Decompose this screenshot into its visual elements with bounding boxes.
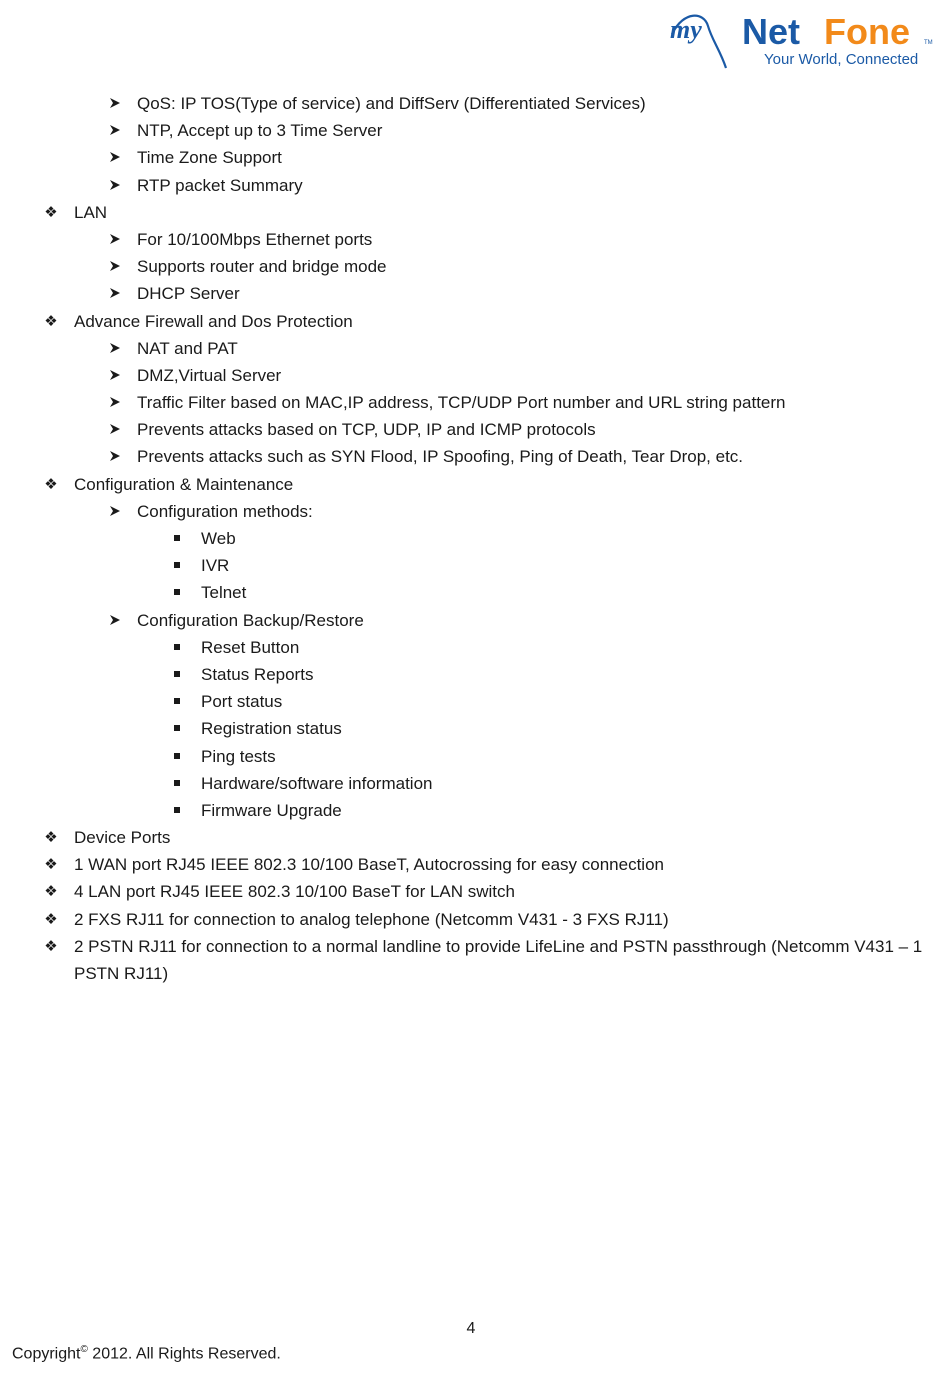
list-item-text: Advance Firewall and Dos Protection bbox=[74, 311, 353, 331]
diamond-bullet-icon: ❖ bbox=[44, 203, 58, 221]
logo-my: my bbox=[670, 15, 702, 44]
list-item bbox=[0, 824, 950, 851]
logo-tagline: Your World, Connected bbox=[764, 51, 919, 68]
sub-list-item bbox=[0, 607, 950, 634]
list-item bbox=[0, 906, 950, 933]
copyright-suffix: 2012. All Rights Reserved. bbox=[87, 1345, 281, 1363]
list-item-text: 4 LAN port RJ45 IEEE 802.3 10/100 BaseT for LAN switch bbox=[74, 882, 515, 902]
list-item-text: Telnet bbox=[201, 583, 247, 603]
sub-list-item bbox=[0, 253, 950, 280]
sub-list-item bbox=[0, 144, 950, 171]
logo-tm: TM bbox=[924, 40, 933, 46]
list-item-text: 1 WAN port RJ45 IEEE 802.3 10/100 BaseT, Autocrossing for easy connection bbox=[74, 855, 664, 875]
list-item-text: Registration status bbox=[201, 719, 342, 739]
sub-list-item bbox=[0, 498, 950, 525]
sub-list-item bbox=[0, 226, 950, 253]
list-item-text: NTP, Accept up to 3 Time Server bbox=[137, 121, 383, 141]
list-item-text: Status Reports bbox=[201, 664, 314, 684]
arrow-bullet-icon bbox=[104, 226, 126, 253]
square-bullet-icon bbox=[166, 661, 188, 688]
sub-sub-list-item bbox=[0, 688, 950, 715]
arrow-bullet-icon bbox=[104, 443, 126, 470]
list-item bbox=[0, 878, 950, 905]
sub-sub-list-item bbox=[0, 579, 950, 606]
list-item-text: 2 FXS RJ11 for connection to analog telephone (Netcomm V431 - 3 FXS RJ11) bbox=[74, 909, 669, 929]
sub-list-item bbox=[0, 172, 950, 199]
arrow-bullet-icon bbox=[104, 117, 126, 144]
logo-fone: Fone bbox=[824, 11, 910, 52]
list-item bbox=[0, 471, 950, 498]
list-item-text: Prevents attacks such as SYN Flood, IP Spoofing, Ping of Death, Tear Drop, etc. bbox=[137, 447, 744, 467]
list-item-text: Device Ports bbox=[74, 828, 171, 848]
arrow-bullet-icon bbox=[104, 144, 126, 171]
list-item-text: Configuration methods: bbox=[137, 501, 313, 521]
diamond-bullet-icon: ❖ bbox=[44, 910, 58, 928]
mynetfone-logo bbox=[664, 4, 940, 74]
list-item-text: DHCP Server bbox=[137, 284, 240, 304]
sub-sub-list-item bbox=[0, 797, 950, 824]
page-number: 4 bbox=[466, 1320, 476, 1337]
square-bullet-icon bbox=[166, 743, 188, 770]
arrow-bullet-icon bbox=[104, 172, 126, 199]
copyright-symbol: © bbox=[80, 1344, 88, 1355]
list-item-text: DMZ,Virtual Server bbox=[137, 365, 282, 385]
sub-sub-list-item bbox=[0, 634, 950, 661]
arrow-bullet-icon bbox=[104, 90, 126, 117]
list-item-text: 2 PSTN RJ11 for connection to a normal landline to provide LifeLine and PSTN passthrough (Netcomm V431 – 1 PSTN RJ11) bbox=[74, 936, 923, 984]
list-item-text: Web bbox=[201, 529, 236, 548]
sub-sub-list-item bbox=[0, 525, 950, 552]
list-item-text: QoS: IP TOS(Type of service) and DiffServ (Differentiated Services) bbox=[137, 94, 646, 113]
sub-list-item bbox=[0, 416, 950, 443]
list-item-text: Time Zone Support bbox=[137, 148, 282, 168]
list-item bbox=[0, 851, 950, 878]
list-item bbox=[0, 199, 950, 226]
diamond-bullet-icon: ❖ bbox=[44, 883, 58, 901]
arrow-bullet-icon bbox=[104, 335, 126, 362]
sub-sub-list-item bbox=[0, 770, 950, 797]
arrow-bullet-icon bbox=[104, 607, 126, 634]
sub-sub-list-item bbox=[0, 552, 950, 579]
diamond-bullet-icon: ❖ bbox=[44, 856, 58, 874]
list-item-text: Supports router and bridge mode bbox=[137, 257, 387, 277]
square-bullet-icon bbox=[166, 770, 188, 797]
square-bullet-icon bbox=[166, 525, 188, 552]
diamond-bullet-icon: ❖ bbox=[44, 312, 58, 330]
logo-net: Net bbox=[742, 11, 801, 52]
arrow-bullet-icon bbox=[104, 253, 126, 280]
arrow-bullet-icon bbox=[104, 498, 126, 525]
list-item-text: NAT and PAT bbox=[137, 338, 238, 358]
list-item-text: Ping tests bbox=[201, 746, 276, 766]
list-item-text: IVR bbox=[201, 556, 230, 576]
sub-sub-list-item bbox=[0, 743, 950, 770]
sub-sub-list-item bbox=[0, 661, 950, 688]
list-item bbox=[0, 933, 950, 987]
list-item-text: Reset Button bbox=[201, 637, 300, 657]
list-item-text: Traffic Filter based on MAC,IP address, TCP/UDP Port number and URL string pattern bbox=[137, 393, 786, 413]
list-item-text: Firmware Upgrade bbox=[201, 800, 342, 820]
square-bullet-icon bbox=[166, 688, 188, 715]
square-bullet-icon bbox=[166, 579, 188, 606]
list-item-text: For 10/100Mbps Ethernet ports bbox=[137, 229, 373, 249]
diamond-bullet-icon: ❖ bbox=[44, 475, 58, 493]
diamond-bullet-icon: ❖ bbox=[44, 829, 58, 847]
list-item-text: LAN bbox=[74, 202, 108, 222]
list-item bbox=[0, 308, 950, 335]
list-item-text: Configuration Backup/Restore bbox=[137, 610, 364, 630]
sub-list-item bbox=[0, 280, 950, 307]
sub-list-item bbox=[0, 362, 950, 389]
sub-list-item bbox=[0, 335, 950, 362]
square-bullet-icon bbox=[166, 715, 188, 742]
sub-list-item bbox=[0, 90, 950, 117]
list-item-text: Hardware/software information bbox=[201, 773, 433, 793]
arrow-bullet-icon bbox=[104, 280, 126, 307]
list-item-text: Configuration & Maintenance bbox=[74, 474, 294, 494]
sub-sub-list-item bbox=[0, 715, 950, 742]
arrow-bullet-icon bbox=[104, 389, 126, 416]
sub-list-item bbox=[0, 389, 950, 416]
list-item-text: Port status bbox=[201, 692, 283, 712]
sub-list-item bbox=[0, 117, 950, 144]
list-item-text: RTP packet Summary bbox=[137, 175, 303, 195]
arrow-bullet-icon bbox=[104, 362, 126, 389]
sub-list-item bbox=[0, 443, 950, 470]
feature-list bbox=[0, 90, 950, 987]
square-bullet-icon bbox=[166, 634, 188, 661]
diamond-bullet-icon: ❖ bbox=[44, 937, 58, 955]
arrow-bullet-icon bbox=[104, 416, 126, 443]
square-bullet-icon bbox=[166, 797, 188, 824]
copyright-notice bbox=[12, 1344, 281, 1363]
square-bullet-icon bbox=[166, 552, 188, 579]
list-item-text: Prevents attacks based on TCP, UDP, IP and ICMP protocols bbox=[137, 420, 596, 440]
copyright-prefix: Copyright bbox=[12, 1345, 81, 1363]
